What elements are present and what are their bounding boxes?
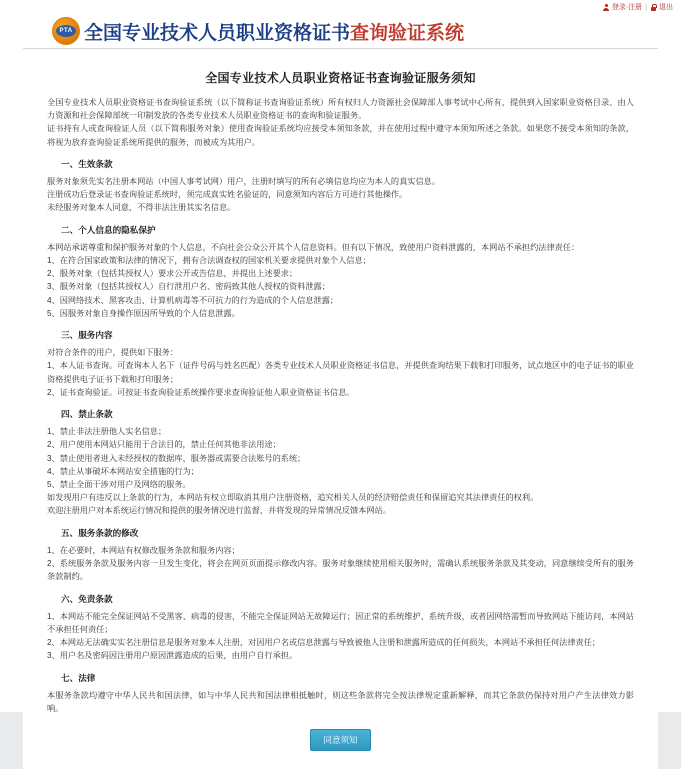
section-6-line-1: 1、本网站不能完全保证网站不受黑客、病毒的侵害，不能完全保证网站无故障运行；因正常的系统维护、系统升级，或者因网络需暂而导致网站下能访问，本网站不承担任何责任； [47,611,634,634]
section-2-line-3: 2、服务对象（包括其授权人）要求公开或告信息，并提出上述要求； [47,269,298,279]
section-4-line-2: 2、用户使用本网站只能用于合法目的，禁止任何其他非法用途； [47,440,281,450]
section-4-line-6: 如发现用户有违反以上条款的行为，本网站有权立即取消其用户注册资格，追究相关人员的经济赔偿责任和保留追究其法律责任的权利。 [47,493,539,503]
top-utility-bar [0,0,681,14]
section-4-line-5: 5、禁止全面干涉对用户及网络的服务。 [47,480,191,490]
section-2-line-1: 本网站承诺尊重和保护服务对象的个人信息，不向社会公众公开其个人信息资料。但有以下情况，致使用户资料泄露的，本网站不承担约法律责任： [47,242,580,252]
intro-block [47,96,634,149]
section-7-heading: 七、法律 [61,672,96,683]
page-title: 全国专业技术人员职业资格证书查询验证服务须知 [205,71,476,85]
section-2 [47,224,634,320]
section-2-heading: 二、个人信息的隐私保护 [61,224,156,235]
section-5-heading: 五、服务条款的修改 [61,527,139,538]
section-3-heading: 三、服务内容 [61,330,113,341]
section-2-line-5: 4、因网络技术、黑客攻击、计算机病毒等不可抗力的行为造成的个人信息泄露； [47,295,339,305]
section-4-line-3: 3、禁止使用者进入未经授权的数据库、服务器或需要合法账号的系统； [47,453,306,463]
document-body [23,96,658,715]
section-7-line-1: 本服务条款均遵守中华人民共和国法律，如与中华人民共和国法律相抵触时，则这些条款将完全按法律规定重新解释，而其它条款仍保持对用户产生法律效力影响。 [47,690,634,713]
section-3-line-1: 对符合条件的用户，提供如下服务： [47,348,179,358]
section-2-line-2: 1、在符合国家政策和法律的情况下，拥有合法调查权的国家机关要求提供对象个人信息； [47,256,371,266]
section-1 [47,158,634,215]
section-4-heading: 四、禁止条款 [61,409,113,420]
intro-paragraph-2: 证书持有人或查询验证人员（以下简称服务对象）使用查询验证系统均应接受本须知条款，并在使用过程中遵守本须知所述之条款。如果您不接受本须知的条款，将视为放弃查询验证系统所提供的服务，而被成为其用户。 [47,124,634,147]
section-5 [47,527,634,584]
site-logo-icon [52,17,80,45]
section-1-line-3: 未经服务对象本人同意，不得非法注册其实名信息。 [47,203,236,213]
section-2-line-4: 3、服务对象（包括其授权人）自行泄用户名、密码致其他人授权的资料泄露； [47,282,330,292]
section-5-line-2: 2、系统服务条款及服务内容一旦发生变化，将会在网页页面提示修改内容。服务对象继续使用相关服务时，需确认系统服务条款及其变动，同意继续受所有的服务条款制约。 [47,559,634,582]
site-title-prefix: 全国专业技术人员职业资格证书 [84,22,351,44]
section-1-line-2: 注册成功后登录证书查询验证系统时，须完成真实姓名验证的，同意须知内容后方可进行其他操作。 [47,190,408,200]
logout-link[interactable] [650,2,673,12]
section-3 [47,329,634,399]
section-3-line-2: 1、本人证书查询。可查询本人名下（证件号码与姓名匹配）各类专业技术人员职业资格证书信息，并提供查询结果下载和打印服务，试点地区中的电子证书的职业资格提供电子证书下载和打印服务； [47,361,634,384]
section-7 [47,672,634,716]
section-3-line-3: 2、证书查询验证。可按证书查询验证系统操作要求查询验证他人职业资格证书信息。 [47,387,355,397]
section-4-line-1: 1、禁止非法注册他人实名信息； [47,427,167,437]
agree-button-row [23,715,658,763]
site-title-accent: 查询验证系统 [350,22,465,44]
section-5-line-1: 1、在必要时，本网站有权修改服务条款和服务内容； [47,545,240,555]
agree-button[interactable]: 同意须知 [310,729,370,751]
footer-spacer [23,763,658,769]
login-register-label: 登录·注册 [611,4,643,11]
content-card [23,48,658,769]
login-register-link[interactable] [603,2,642,12]
section-4 [47,408,634,518]
section-4-line-7: 欢迎注册用户对本系统运行情况和提供的服务情况进行监督，并将发现的异常情况反馈本网站。 [47,506,391,516]
section-6-heading: 六、免责条款 [61,593,113,604]
section-6 [47,593,634,663]
logout-label: 退出 [659,4,673,11]
lock-icon [650,4,657,11]
section-4-line-4: 4、禁止从事破坏本网站安全措施的行为； [47,466,199,476]
section-1-line-1: 服务对象须先实名注册本网站（中国人事考试网）用户，注册时填写的所有必填信息均应为本人的真实信息。 [47,177,441,187]
site-header [0,14,681,48]
site-title [84,18,464,45]
topbar-separator: | [645,3,647,11]
person-icon [603,4,610,11]
intro-paragraph-1: 全国专业技术人员职业资格证书查询验证系统（以下简称证书查询验证系统）所有权归人力资源社会保障部人事考试中心所有，提供到入国家职业资格目录、由人力资源和社会保障部统一印制发放的各类专业技术人员职业资格证书的查询和验证服务。 [47,98,634,121]
section-6-line-2: 2、本网站无法确实实名注册信息是服务对象本人注册，对因用户名或信息泄露与导致被他人注册和泄露所造成的任何损失，本网站不承担任何法律责任； [47,638,601,648]
section-2-line-6: 5、因服务对象自身操作原因所导致的个人信息泄露。 [47,308,240,318]
section-6-line-3: 3、用户名及密码因注册用户原因泄露造成的后果，由用户自行承担。 [47,651,298,661]
logo-text: PTA [56,25,76,37]
section-1-heading: 一、生效条款 [61,158,113,169]
